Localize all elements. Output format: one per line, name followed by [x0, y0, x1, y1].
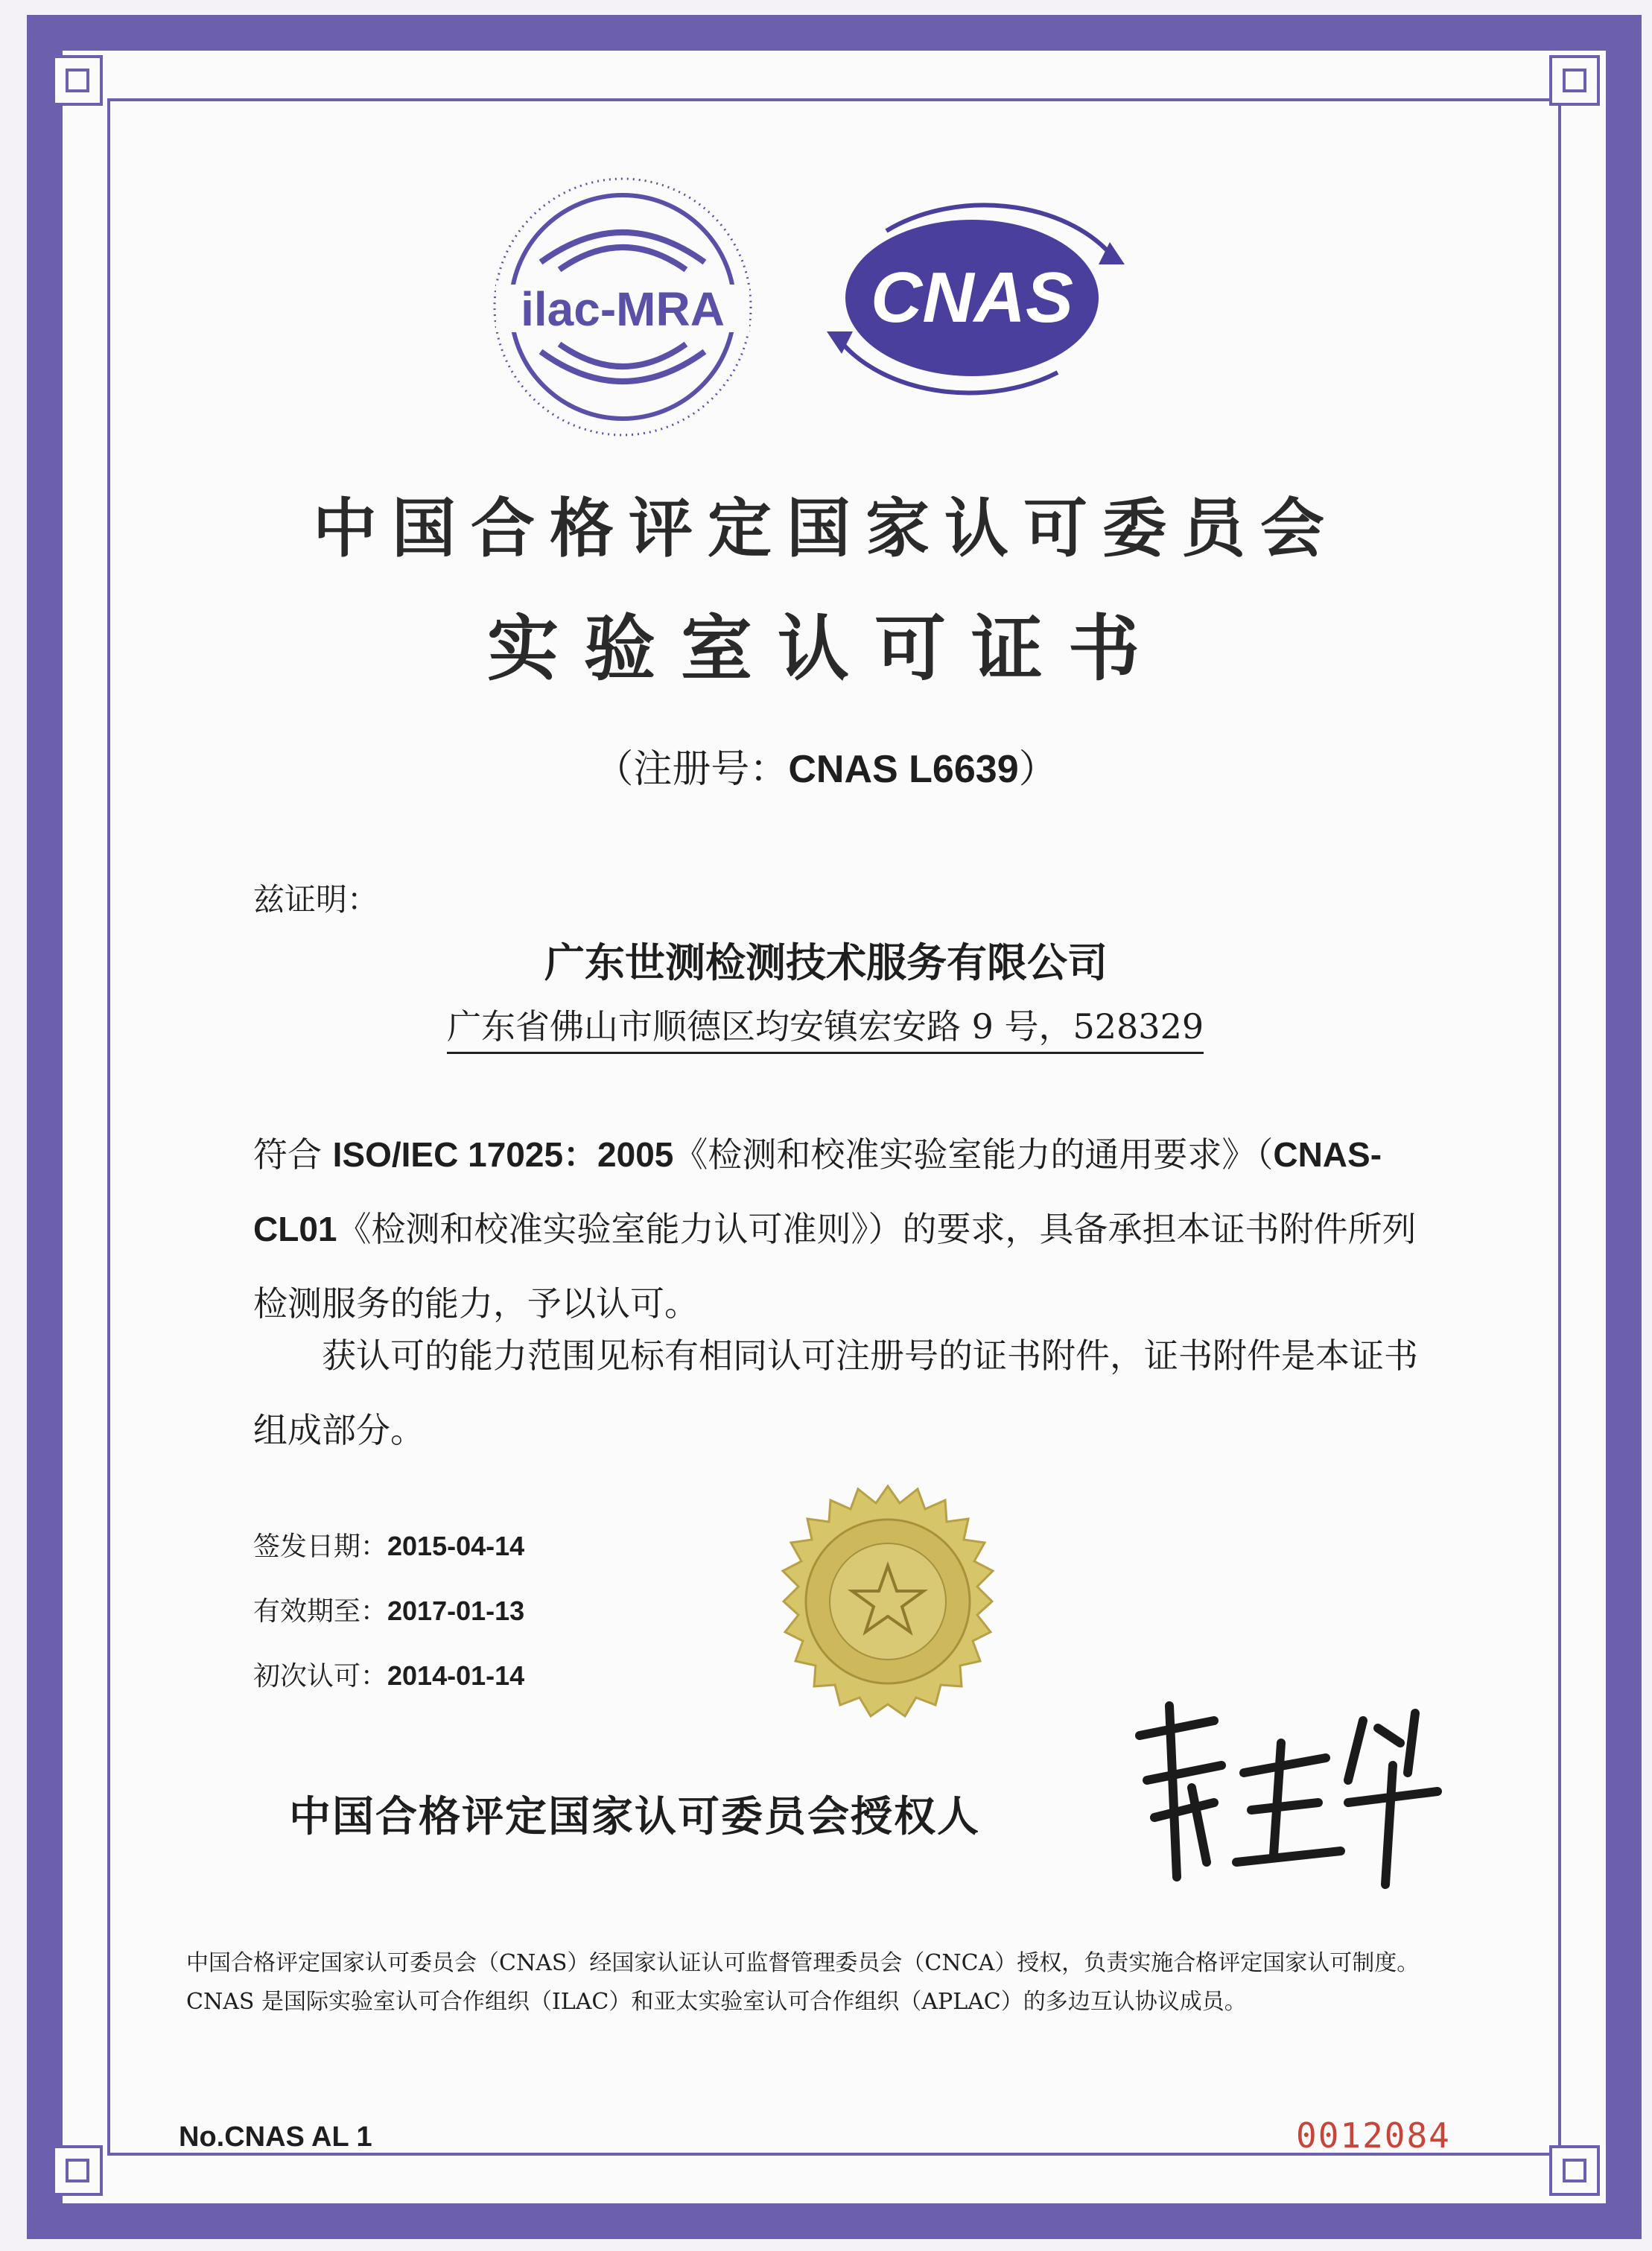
registration-prefix: （注册号：	[594, 747, 789, 792]
initial-value: 2014-01-14	[387, 1660, 525, 1691]
registration-number	[0, 737, 1652, 793]
serial-number: 0012084	[1296, 2115, 1451, 2156]
p1-lead: 符合	[253, 1134, 333, 1175]
scope-text: 获认可的能力范围见标有相同认可注册号的证书附件，证书附件是本证书组成部分。	[253, 1336, 1418, 1450]
footer-note: 中国合格评定国家认可委员会（CNAS）经国家认证认可监督管理委员会（CNCA）授权，负责实施合格评定国家认可制度。CNAS 是国际实验室认可合作组织（ILAC）和亚太实验室认可合作组织（APLAC）的多边互认协议成员。	[186, 1950, 1420, 2015]
form-number: No.CNAS AL 1	[179, 2121, 372, 2153]
company-address: 广东省佛山市顺德区均安镇宏安路 9 号，528329	[447, 1000, 1204, 1054]
valid-until-value: 2017-01-13	[387, 1596, 525, 1626]
ilac-mra-logo	[489, 173, 757, 441]
gold-seal	[739, 1482, 1037, 1750]
criteria-ref: CNAS-CL01	[253, 1135, 1382, 1248]
standard-title: 《检测和校准实验室能力的通用要求》	[673, 1134, 1257, 1175]
corner-ornament	[52, 55, 103, 106]
scope-paragraph	[253, 1318, 1437, 1467]
initial-label: 初次认可：	[253, 1661, 388, 1692]
issue-date	[253, 1525, 524, 1563]
company-name: 广东世测检测技术服务有限公司	[544, 939, 1108, 986]
authorized-signatory-label: 中国合格评定国家认可委员会授权人	[289, 1792, 980, 1841]
ilac-logo-text: ilac-MRA	[521, 282, 725, 336]
valid-until-label: 有效期至：	[253, 1596, 388, 1627]
compliance-paragraph	[253, 1117, 1437, 1341]
registration-suffix: ）	[1018, 747, 1058, 792]
corner-ornament	[1549, 55, 1600, 106]
certificate-title: 实验室认可证书	[487, 607, 1165, 690]
initial-accreditation	[253, 1655, 524, 1693]
cnas-logo-text: CNAS	[870, 258, 1074, 337]
cnas-logo	[797, 164, 1147, 432]
corner-ornament	[52, 2145, 103, 2196]
intro-text: 兹证明：	[253, 881, 379, 918]
p1-bracket: （	[1256, 1134, 1274, 1175]
corner-ornament	[1549, 2145, 1600, 2196]
organization-title: 中国合格评定国家认可委员会	[313, 492, 1339, 566]
issue-date-label: 签发日期：	[253, 1531, 388, 1562]
valid-until	[253, 1590, 524, 1628]
registration-value: CNAS L6639	[788, 748, 1019, 791]
handwritten-signature	[1125, 1691, 1445, 1899]
p1-rest: 《检测和校准实验室能力认可准则》）的要求，具备承担本证书附件所列检测服务的能力，予以认可。	[253, 1209, 1417, 1324]
standard-ref: ISO/IEC 17025：2005	[332, 1135, 674, 1174]
issue-date-value: 2015-04-14	[387, 1531, 525, 1561]
